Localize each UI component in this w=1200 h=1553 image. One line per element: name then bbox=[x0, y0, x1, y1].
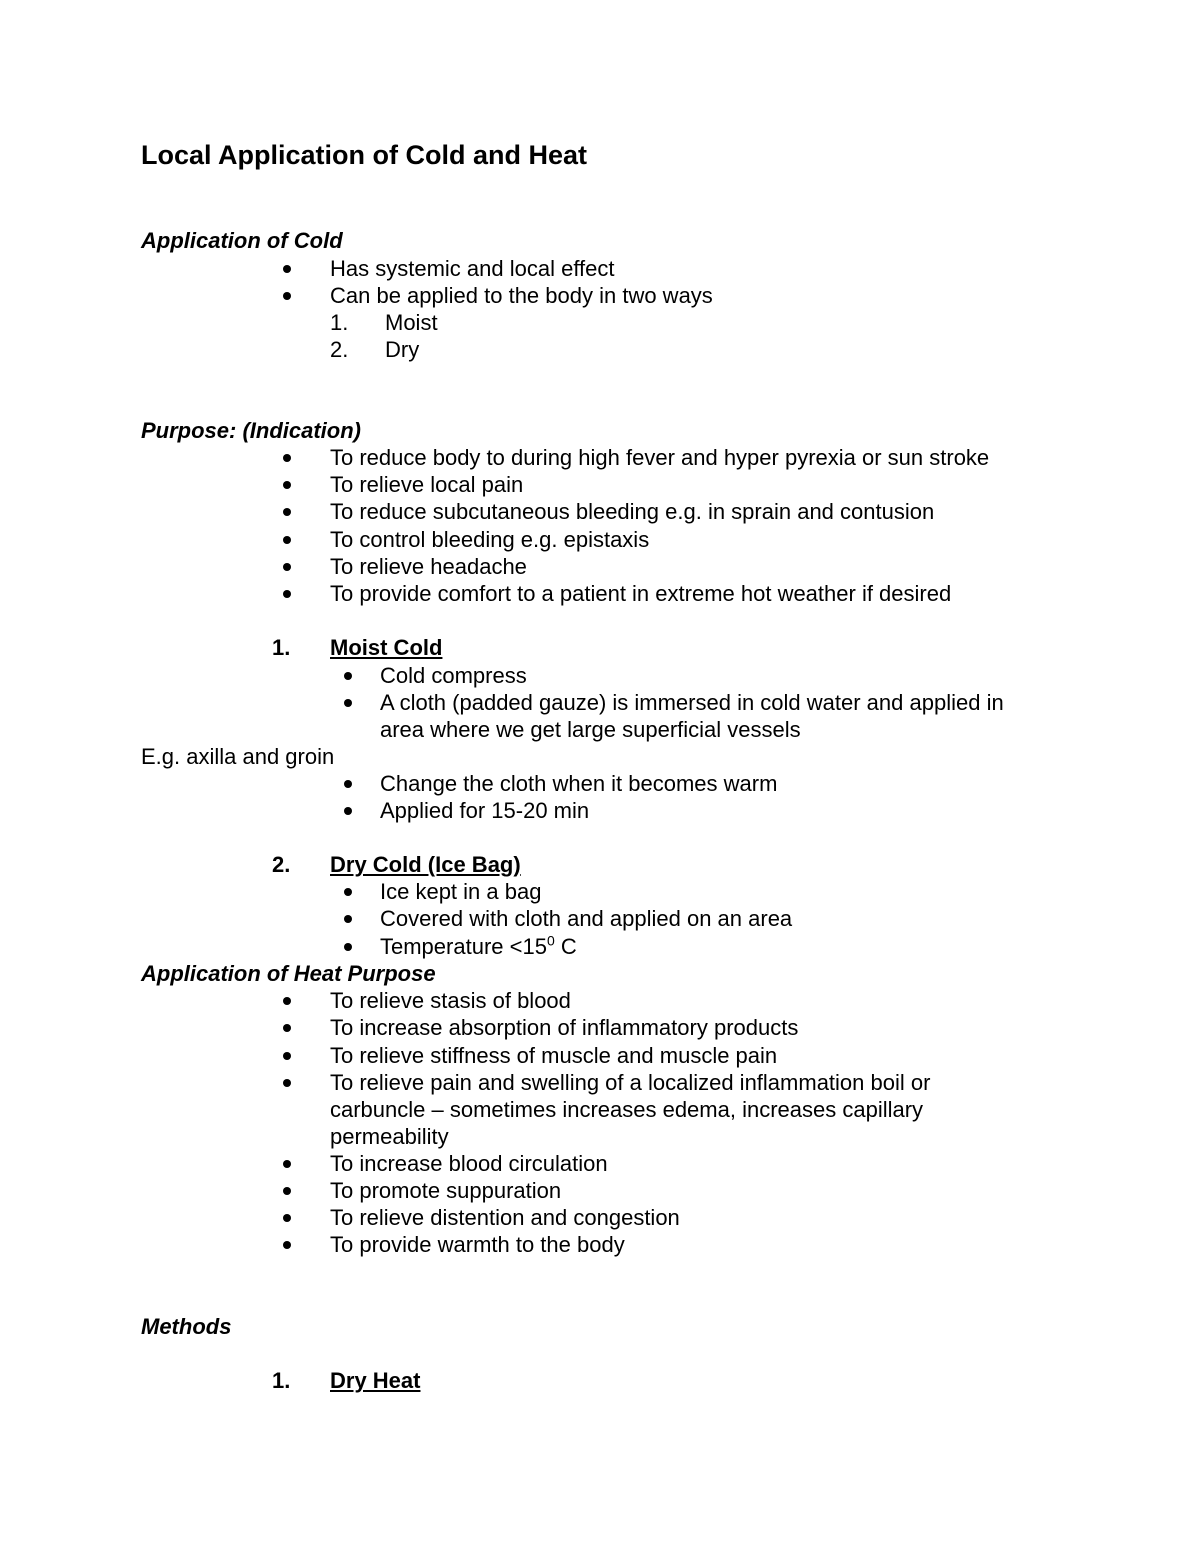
bullet-icon bbox=[283, 590, 291, 598]
bullet-icon bbox=[283, 536, 291, 544]
section-heading-purpose: Purpose: (Indication) bbox=[141, 418, 361, 443]
list-item: A cloth (padded gauze) is immersed in cold water and applied in bbox=[380, 690, 1004, 715]
list-number: 2. bbox=[272, 852, 291, 877]
list-item: To reduce body to during high fever and hyper pyrexia or sun stroke bbox=[330, 445, 990, 470]
bullet-icon bbox=[283, 454, 291, 462]
bullet-icon bbox=[283, 292, 291, 300]
list-number: 2. bbox=[330, 337, 349, 362]
bullet-icon bbox=[283, 265, 291, 273]
list-item: Moist bbox=[385, 310, 438, 335]
list-item: To relieve local pain bbox=[330, 472, 524, 497]
list-item: To increase absorption of inflammatory products bbox=[330, 1015, 799, 1040]
subsection-heading-dry-cold: Dry Cold (Ice Bag) bbox=[330, 852, 521, 877]
list-item-continuation: carbuncle – sometimes increases edema, increases capillary bbox=[330, 1097, 924, 1122]
list-item: To relieve pain and swelling of a localized inflammation boil or bbox=[330, 1070, 931, 1095]
bullet-icon bbox=[283, 1187, 291, 1195]
list-item: To relieve distention and congestion bbox=[330, 1205, 680, 1230]
bullet-icon bbox=[283, 1160, 291, 1168]
bullet-icon bbox=[283, 997, 291, 1005]
section-heading-cold: Application of Cold bbox=[141, 228, 343, 253]
list-item-continuation: permeability bbox=[330, 1124, 449, 1149]
bullet-icon bbox=[283, 1052, 291, 1060]
example-text: E.g. axilla and groin bbox=[141, 744, 335, 769]
bullet-icon bbox=[283, 508, 291, 516]
list-item: To provide comfort to a patient in extreme hot weather if desired bbox=[330, 581, 952, 606]
bullet-icon bbox=[283, 1024, 291, 1032]
bullet-icon bbox=[283, 563, 291, 571]
temperature-superscript: 0 bbox=[546, 932, 555, 949]
bullet-icon bbox=[283, 481, 291, 489]
list-item: To relieve headache bbox=[330, 554, 527, 579]
list-item: Ice kept in a bag bbox=[380, 879, 542, 904]
list-item: To promote suppuration bbox=[330, 1178, 562, 1203]
temperature-text: Temperature <15 bbox=[380, 934, 547, 959]
list-item-temperature bbox=[380, 933, 577, 960]
bullet-icon bbox=[344, 943, 352, 951]
list-item-continuation: area where we get large superficial vessels bbox=[380, 717, 801, 742]
list-item: Covered with cloth and applied on an area bbox=[380, 906, 793, 931]
bullet-icon bbox=[283, 1241, 291, 1249]
bullet-icon bbox=[344, 699, 352, 707]
list-number: 1. bbox=[272, 635, 291, 660]
subsection-heading-moist-cold: Moist Cold bbox=[330, 635, 443, 660]
page-title: Local Application of Cold and Heat bbox=[141, 140, 588, 170]
list-item: Can be applied to the body in two ways bbox=[330, 283, 713, 308]
list-item: Applied for 15-20 min bbox=[380, 798, 590, 823]
list-item: To control bleeding e.g. epistaxis bbox=[330, 527, 650, 552]
list-number: 1. bbox=[272, 1368, 291, 1393]
list-number: 1. bbox=[330, 310, 349, 335]
bullet-icon bbox=[344, 672, 352, 680]
bullet-icon bbox=[344, 915, 352, 923]
list-item: To relieve stiffness of muscle and muscle pain bbox=[330, 1043, 778, 1068]
bullet-icon bbox=[283, 1214, 291, 1222]
list-item: Has systemic and local effect bbox=[330, 256, 615, 281]
bullet-icon bbox=[344, 807, 352, 815]
temperature-unit: C bbox=[554, 934, 577, 959]
bullet-icon bbox=[344, 888, 352, 896]
section-heading-heat: Application of Heat Purpose bbox=[141, 961, 436, 986]
list-item: To reduce subcutaneous bleeding e.g. in sprain and contusion bbox=[330, 499, 935, 524]
list-item: Change the cloth when it becomes warm bbox=[380, 771, 778, 796]
list-item: Cold compress bbox=[380, 663, 527, 688]
section-heading-methods: Methods bbox=[141, 1314, 232, 1339]
list-item: To relieve stasis of blood bbox=[330, 988, 571, 1013]
list-item: To provide warmth to the body bbox=[330, 1232, 625, 1257]
list-item: To increase blood circulation bbox=[330, 1151, 608, 1176]
bullet-icon bbox=[283, 1079, 291, 1087]
bullet-icon bbox=[344, 780, 352, 788]
list-item: Dry bbox=[385, 337, 420, 362]
subsection-heading-dry-heat: Dry Heat bbox=[330, 1368, 421, 1393]
